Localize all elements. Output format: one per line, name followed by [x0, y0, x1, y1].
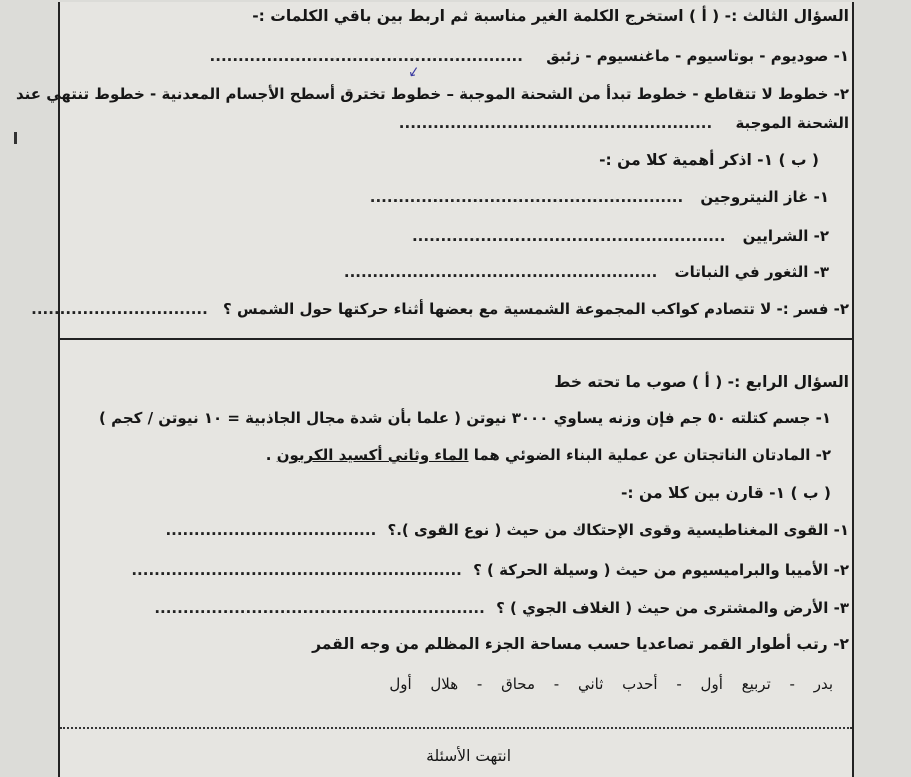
q3-item-1: ١- صوديوم - بوتاسيوم - ماغنسيوم - زئبق .......................................................	[209, 47, 849, 65]
q3-b-item-3: ٣- الثغور في النباتات .......................................................	[343, 263, 829, 281]
q4-compare-2: ٢- الأميبا والبراميسيوم من حيث ( وسيلة الحركة ) ؟ ..........................................................	[131, 561, 849, 579]
q4-order-title: ٢- رتب أطوار القمر تصاعديا حسب مساحة الجزء المظلم من وجه القمر	[312, 635, 849, 653]
q3-b-item-1: ١- غاز النيتروجين .......................................................	[369, 188, 829, 206]
end-of-questions: انتهت الأسئلة	[426, 747, 511, 765]
q4-title: السؤال الرابع :- ( أ ) صوب ما تحته خط	[554, 373, 849, 391]
moon-phases-list: بدر - تربيع أول - أحدب ثاني - محاق - هلال أول	[389, 675, 833, 693]
underlined-phrase: الماء وثاني أكسيد الكربون	[276, 446, 469, 464]
q4-compare-3: ٣- الأرض والمشترى من حيث ( الغلاف الجوي ) ؟ ..........................................................	[154, 599, 849, 617]
q4-a-item-1: ١- جسم كتلته ٥٠ جم فإن وزنه يساوي ٣٠٠٠ نيوتن ( علما بأن شدة مجال الجاذبية = ١٠ نيوتن / كجم )	[99, 409, 831, 427]
margin-mark	[14, 132, 17, 144]
q3-item-2-line2: الشحنة الموجبة .......................................................	[398, 114, 849, 132]
q4-part-b-title: ( ب ) ١- قارن بين كلا من :-	[621, 484, 831, 502]
q4-a-item-2: ٢- المادتان الناتجتان عن عملية البناء الضوئي هما الماء وثاني أكسيد الكربون .	[265, 446, 831, 464]
q3-title: السؤال الثالث :- ( أ ) استخرج الكلمة الغير مناسبة ثم اربط بين باقي الكلمات :-	[252, 7, 849, 25]
answer-line	[60, 727, 852, 729]
q3-item-2-line1: ٢- خطوط لا تتقاطع - خطوط تبدأ من الشحنة الموجبة – خطوط تخترق أسطح الأجسام المعدنية - خطوط تنتهي عند	[15, 85, 849, 103]
section-divider	[60, 338, 852, 340]
q3-b-explain: ٢- فسر :- لا تتصادم كواكب المجموعة الشمسية مع بعضها أثناء حركتها حول الشمس ؟ ...............................	[31, 300, 849, 318]
q4-compare-1: ١- القوى المغناطيسية وقوى الإحتكاك من حيث ( نوع القوى ).؟ .....................................	[165, 521, 849, 539]
q3-part-b-title: ( ب ) ١- اذكر أهمية كلا من :-	[599, 151, 819, 169]
q3-b-item-2: ٢- الشرايين .......................................................	[411, 227, 829, 245]
handwritten-mark: ↙	[406, 62, 422, 82]
